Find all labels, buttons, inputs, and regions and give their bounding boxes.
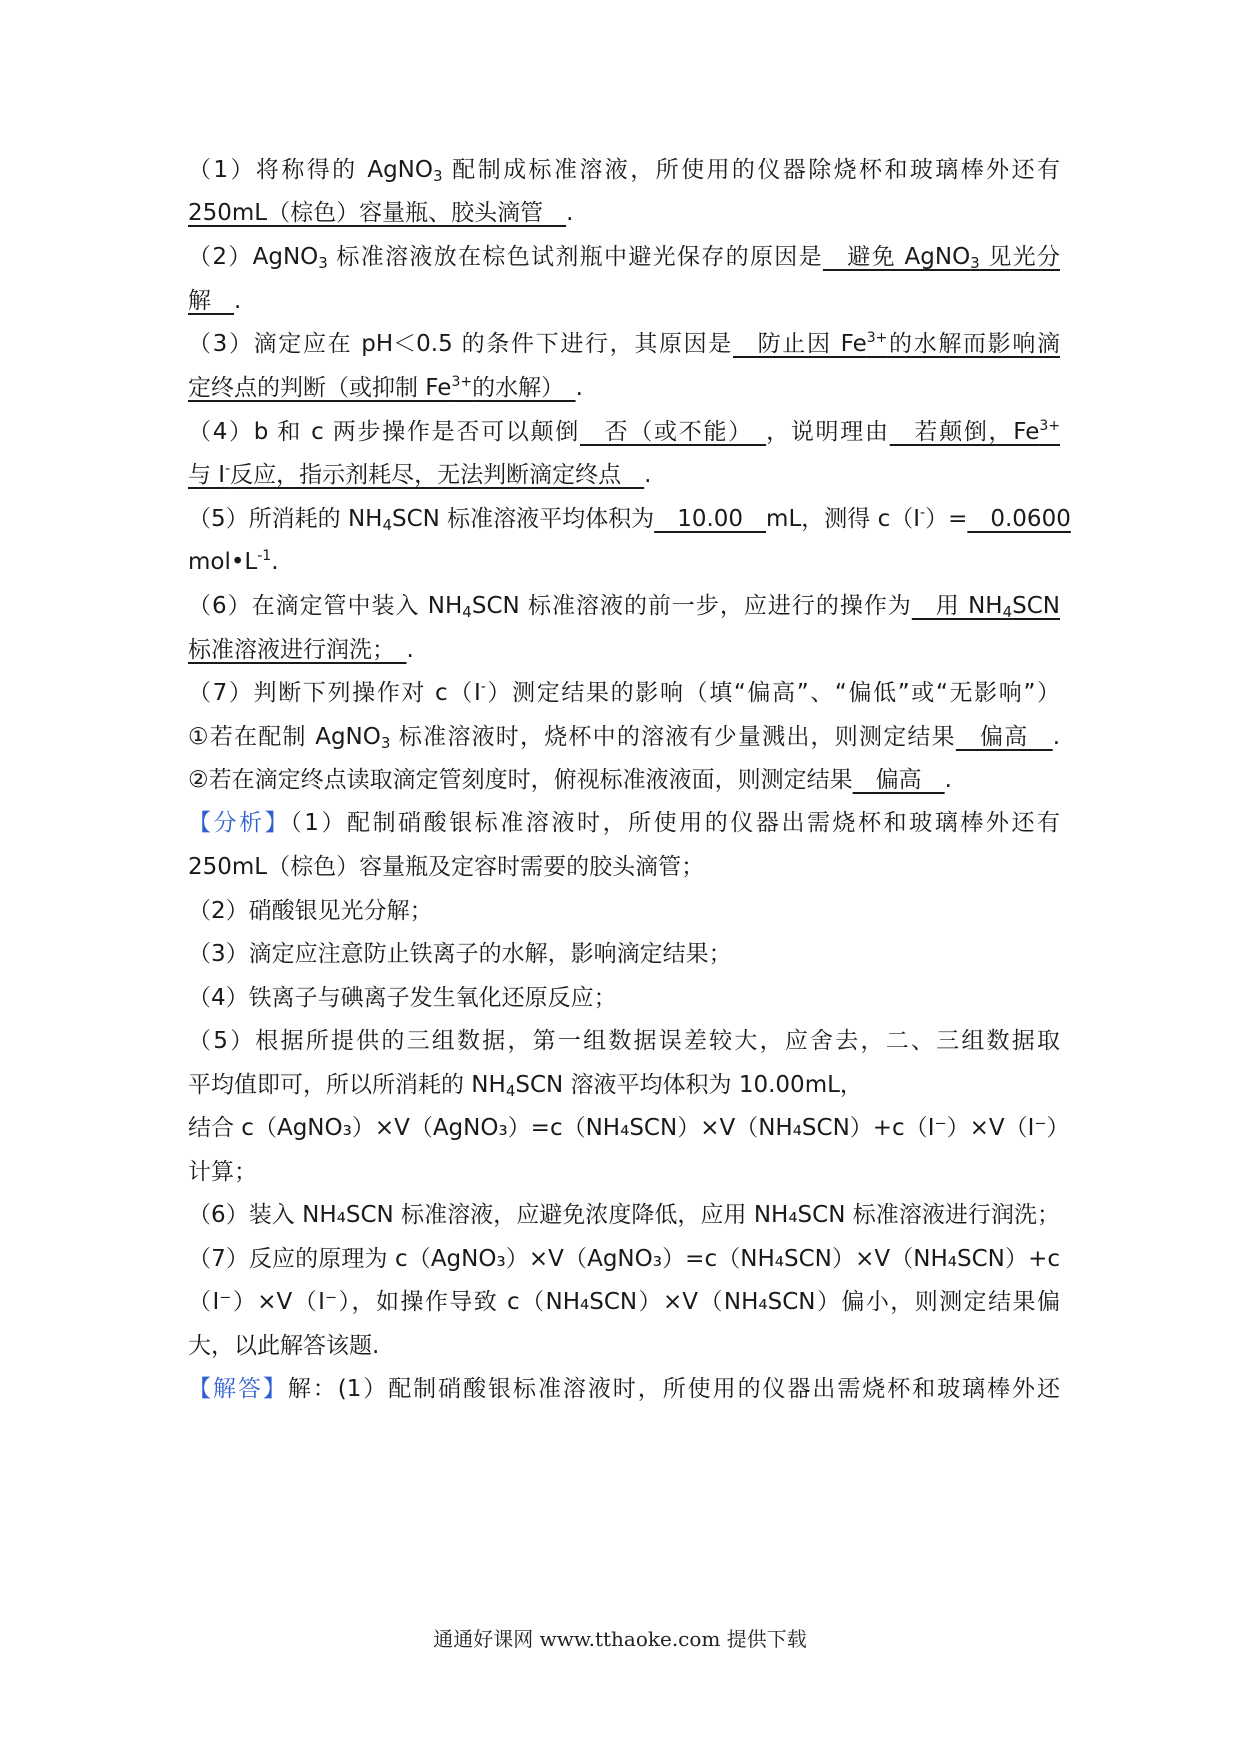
- analysis-line6: （5）根据所提供的三组数据，第一组数据误差较大，应舍去，二、三组数据取: [188, 1028, 1060, 1054]
- analysis-line9: 计算；: [188, 1159, 257, 1185]
- q4-answer-1: 否（或不能）: [579, 419, 767, 445]
- analysis-line1: 【分析】（1）配制硝酸银标准溶液时，所使用的仪器出需烧杯和玻璃棒外还有: [188, 810, 1060, 836]
- q3-line2: 定终点的判断（或抑制 $Fe^{3+}$的水解） .: [188, 374, 583, 401]
- q4-line1: （4）b 和 c 两步操作是否可以颠倒 否（或不能） ，说明理由 若颠倒，$Fe^{3+}$: [188, 418, 1061, 445]
- q1-line1: （1）将称得的 AgNO$_3$ 配制成标准溶液，所使用的仪器除烧杯和玻璃棒外还有: [188, 157, 1061, 185]
- analysis-line4: （3）滴定应注意防止铁离子的水解，影响滴定结果；: [188, 941, 732, 967]
- page-footer: 通通好课网 www.tthaoke.com 提供下载: [433, 1627, 807, 1651]
- analysis-line8: 结合 c（AgNO₃）×V（AgNO₃）=c（NH₄SCN）×V（NH₄SCN）+c（I⁻）×V（I⁻）: [188, 1115, 1070, 1141]
- q7-item1: ①若在配制 AgNO$_3$ 标准溶液时，烧杯中的溶液有少量溅出，则测定结果 偏高 .: [188, 724, 1061, 752]
- q7-line1: （7）判断下列操作对 c（I-）测定结果的影响（填“偏高”、“偏低”或“无影响”）: [188, 679, 1060, 706]
- q1-answer: 250mL（棕色）容量瓶、胶头滴管: [188, 200, 567, 226]
- q3-answer: 防止因 $Fe^{3+}$的水解而影响滴: [732, 330, 1061, 357]
- q5-line1: （5）所消耗的 $NH_4SCN$ 标准溶液平均体积为 10.00 mL，测得 c（I-）= 0.0600: [188, 505, 1071, 534]
- q5-answer-2: 0.0600: [967, 506, 1071, 532]
- q7-answer-1: 偏高: [955, 724, 1053, 750]
- q3-line1: （3）滴定应在 pH＜0.5 的条件下进行，其原因是 防止因 $Fe^{3+}$的水解而影响滴: [188, 330, 1061, 357]
- q6-line1: （6）在滴定管中装入 $NH_4SCN$ 标准溶液的前一步，应进行的操作为 用 $NH_4SCN$: [188, 593, 1060, 621]
- q2-answer: 避免 AgNO$_3$ 见光分: [822, 244, 1061, 272]
- q2-line2: 解 .: [188, 288, 242, 314]
- q7-item2: ②若在滴定终点读取滴定管刻度时，俯视标准液液面，则测定结果 偏高 .: [188, 767, 952, 793]
- analysis-line5: （4）铁离子与碘离子发生氧化还原反应；: [188, 985, 617, 1011]
- analysis-line10: （6）装入 NH₄SCN 标准溶液，应避免浓度降低，应用 NH₄SCN 标准溶液进行润洗；: [188, 1202, 1060, 1228]
- q6-answer: 用 $NH_4SCN$: [911, 593, 1060, 621]
- q1-line2: 250mL（棕色）容量瓶、胶头滴管 .: [188, 200, 574, 226]
- analysis-line13: 大，以此解答该题.: [188, 1333, 380, 1359]
- q4-answer-2: 若颠倒，$Fe^{3+}$: [889, 418, 1061, 445]
- analysis-line2: 250mL（棕色）容量瓶及定容时需要的胶头滴管；: [188, 854, 705, 880]
- analysis-line7: 平均值即可，所以所消耗的 $NH_4SCN$ 溶液平均体积为 10.00mL，: [188, 1072, 863, 1100]
- q6-line2: 标准溶液进行润洗； .: [188, 637, 414, 663]
- q5-line2: $mol•L^{-1}$.: [188, 548, 279, 575]
- analysis-line3: （2）硝酸银见光分解；: [188, 898, 433, 924]
- q7-answer-2: 偏高: [852, 767, 945, 793]
- analysis-line12: （I⁻）×V（I⁻），如操作导致 c（NH₄SCN）×V（NH₄SCN）偏小，则测定结果偏: [188, 1289, 1060, 1315]
- q4-line2: 与 I-反应，指示剂耗尽，无法判断滴定终点 .: [188, 461, 652, 488]
- q2-line1: （2）AgNO$_3$ 标准溶液放在棕色试剂瓶中避光保存的原因是 避免 AgNO$_3$ 见光分: [188, 244, 1061, 272]
- analysis-tag: 【分析】: [188, 810, 291, 836]
- answer-line1: 【解答】解：(1）配制硝酸银标准溶液时，所使用的仪器出需烧杯和玻璃棒外还: [188, 1376, 1060, 1402]
- analysis-line11: （7）反应的原理为 c（AgNO₃）×V（AgNO₃）=c（NH₄SCN）×V（NH₄SCN）+c: [188, 1246, 1060, 1272]
- answer-tag: 【解答】: [188, 1376, 288, 1402]
- q5-answer-1: 10.00: [654, 506, 767, 532]
